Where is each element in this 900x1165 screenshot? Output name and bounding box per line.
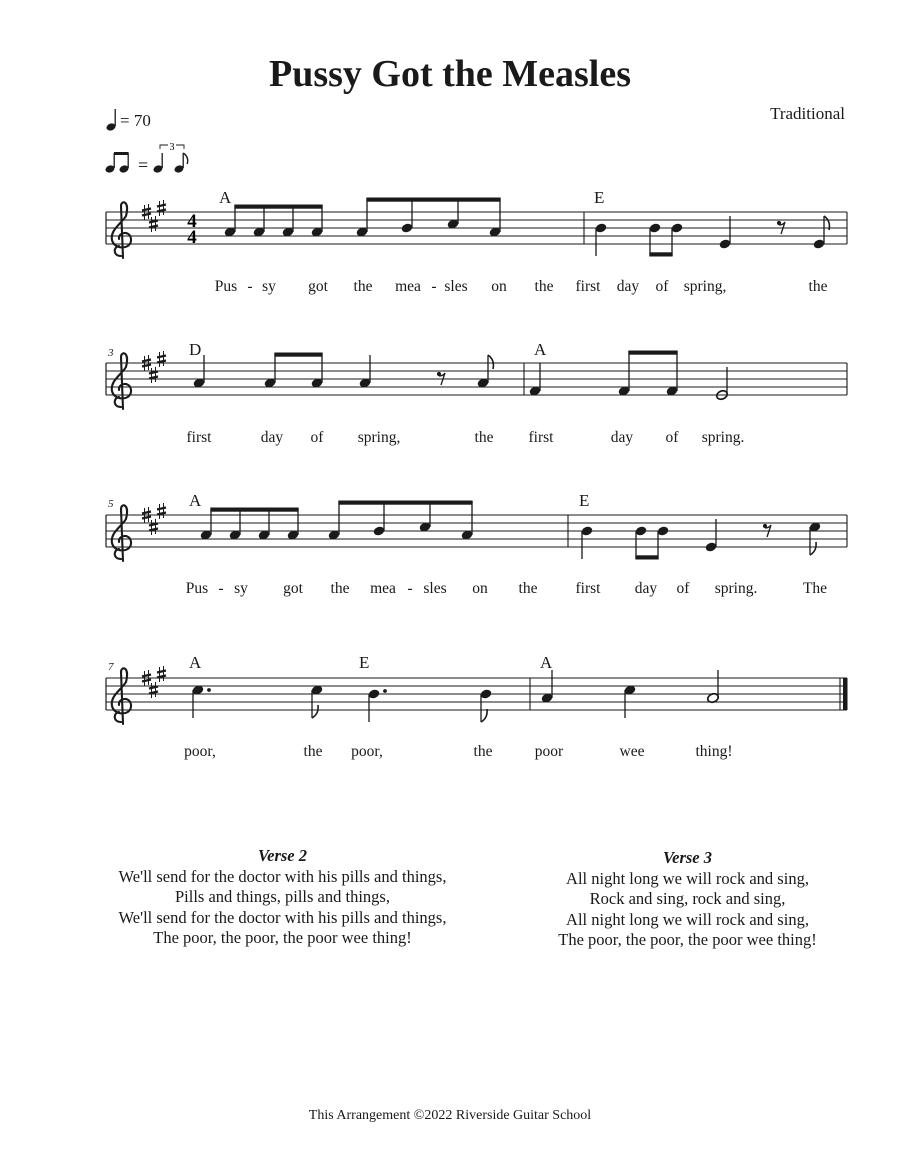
copyright-footer: This Arrangement ©2022 Riverside Guitar School: [308, 1108, 592, 1123]
lyric-syllable: first: [575, 278, 601, 295]
lyric-syllable: wee: [619, 743, 645, 760]
lyric-syllable: the: [474, 429, 494, 446]
svg-text:4: 4: [187, 227, 197, 248]
lyric-syllable: poor: [534, 743, 564, 760]
lyric-syllable: spring.: [701, 429, 745, 446]
lyric-syllable: on: [491, 278, 507, 295]
lyric-syllable: the: [534, 278, 554, 295]
chord-symbol: A: [219, 188, 232, 207]
dot: [383, 689, 387, 693]
lyric-syllable: first: [575, 580, 601, 597]
lyric-syllable: of: [676, 580, 690, 597]
chord-symbol: A: [189, 491, 202, 510]
chord-symbol: E: [594, 188, 605, 207]
verse-3: [530, 848, 845, 951]
verse-3-line: Rock and sing, rock and sing,: [589, 889, 786, 908]
verse-2-line: Pills and things, pills and things,: [175, 887, 390, 906]
flag: [312, 705, 318, 718]
sharp-icon: [157, 666, 166, 682]
measure-number: 7: [108, 661, 114, 673]
lyric-syllable: sles: [444, 278, 468, 295]
lyric-syllable: day: [260, 429, 284, 446]
lyric-syllable: day: [634, 580, 658, 597]
flag: [481, 709, 487, 722]
chord-symbol: E: [359, 653, 370, 672]
lyric-syllable: -: [431, 278, 437, 295]
chord-symbol: E: [579, 491, 590, 510]
lyric-syllable: the: [473, 743, 493, 760]
lyric-syllable: -: [407, 580, 413, 597]
verse-3-line: The poor, the poor, the poor wee thing!: [558, 930, 817, 949]
dot: [207, 688, 211, 692]
lyric-syllable: first: [528, 429, 554, 446]
composer-credit: Traditional: [770, 104, 845, 123]
chord-symbol: A: [540, 653, 553, 672]
lyric-syllable: sy: [234, 580, 248, 597]
lyric-syllable: thing!: [695, 743, 733, 760]
verse-3-line: All night long we will rock and sing,: [566, 868, 809, 888]
lyric-syllable: of: [665, 429, 679, 446]
lyric-syllable: the: [808, 278, 828, 295]
triplet-number: 3: [169, 142, 175, 153]
verse-3-title: Verse 3: [662, 848, 713, 867]
verse-2: [90, 846, 475, 949]
lyric-syllable: Pus: [185, 580, 209, 597]
sharp-icon: [149, 682, 158, 698]
swing-equals: =: [138, 155, 149, 175]
lyric-syllable: spring,: [683, 278, 727, 295]
lyric-syllable: -: [218, 580, 224, 597]
lyric-syllable: -: [247, 278, 253, 295]
verse-2-line: We'll send for the doctor with his pills and things,: [118, 907, 447, 927]
lyric-syllable: sy: [262, 278, 276, 295]
lyric-syllable: of: [655, 278, 669, 295]
lyric-syllable: mea: [395, 278, 421, 295]
measure-number: 5: [108, 498, 114, 510]
chord-symbol: D: [189, 340, 202, 359]
lyric-syllable: day: [610, 429, 634, 446]
lyric-syllable: day: [616, 278, 640, 295]
treble-clef-icon: [112, 668, 131, 724]
lyric-syllable: first: [186, 429, 212, 446]
final-barline-thick: [843, 678, 848, 710]
measure-number: 3: [108, 347, 114, 359]
svg-text:4: 4: [187, 211, 197, 232]
lyric-syllable: Pus: [214, 278, 238, 295]
lyric-syllable: poor,: [351, 743, 383, 760]
lyric-syllable: the: [303, 743, 323, 760]
lyric-syllable: got: [308, 278, 328, 295]
lyric-syllable: of: [310, 429, 324, 446]
tempo-value: = 70: [120, 111, 151, 130]
lyric-syllable: sles: [423, 580, 447, 597]
lyric-syllable: The: [802, 580, 828, 597]
lyric-syllable: got: [283, 580, 303, 597]
verse-2-line: The poor, the poor, the poor wee thing!: [153, 928, 412, 947]
lyric-syllable: the: [518, 580, 538, 597]
verse-3-line: All night long we will rock and sing,: [566, 909, 809, 929]
lyric-syllable: on: [472, 580, 488, 597]
chord-symbol: A: [189, 653, 202, 672]
lyric-syllable: the: [353, 278, 373, 295]
lyric-syllable: mea: [370, 580, 396, 597]
lyric-syllable: the: [330, 580, 350, 597]
lyric-syllable: spring.: [714, 580, 758, 597]
lyric-syllable: spring,: [357, 429, 401, 446]
song-title: Pussy Got the Measles: [268, 53, 632, 95]
chord-symbol: A: [534, 340, 547, 359]
verse-2-line: We'll send for the doctor with his pills and things,: [118, 866, 447, 886]
lyric-syllable: poor,: [184, 743, 216, 760]
verse-2-title: Verse 2: [257, 846, 308, 865]
